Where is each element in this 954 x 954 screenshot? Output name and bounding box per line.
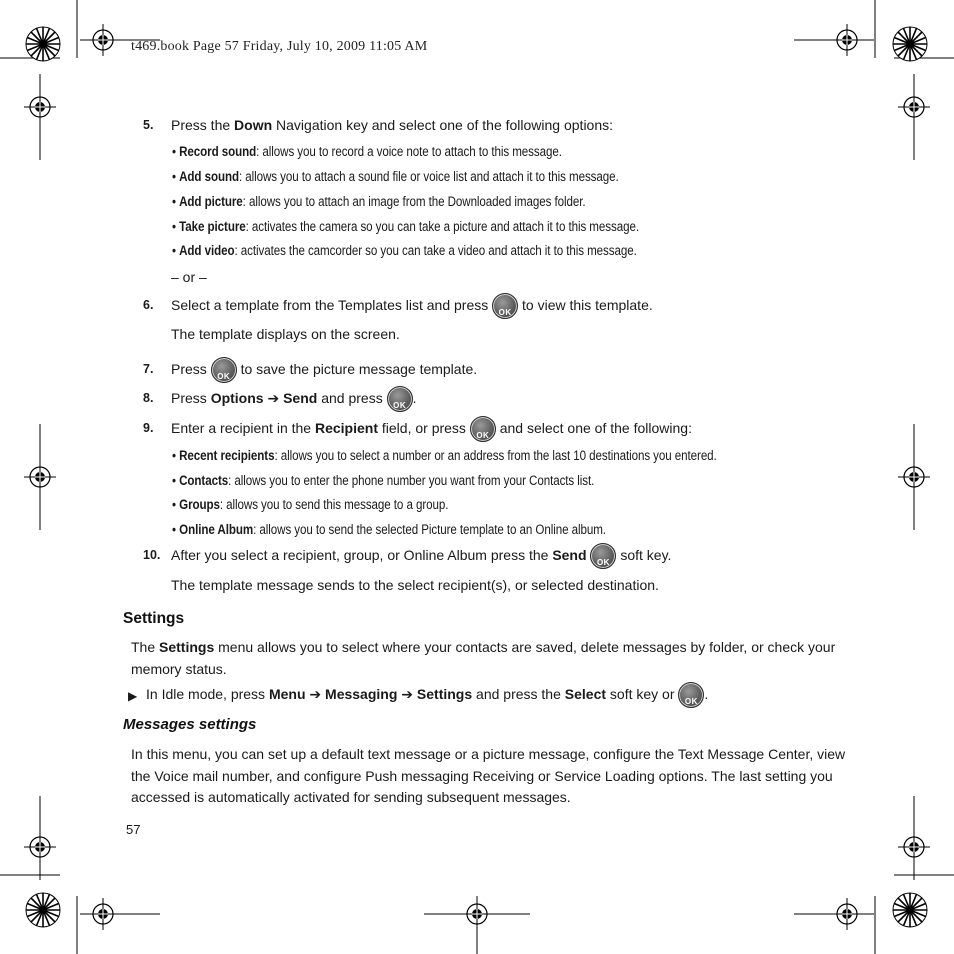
option-add-sound: • Add sound: allows you to attach a sound file or voice list and attach it to this message. bbox=[172, 169, 619, 184]
step-7-text: Press OK to save the picture message template. bbox=[171, 356, 477, 383]
step-number-9: 9. bbox=[143, 421, 154, 435]
step-number-6: 6. bbox=[143, 298, 154, 312]
option-record-sound: • Record sound: allows you to record a voice note to attach to this message. bbox=[172, 144, 562, 159]
step-number-10: 10. bbox=[143, 548, 161, 562]
book-header: t469.book Page 57 Friday, July 10, 2009 11:05 AM bbox=[131, 39, 428, 54]
option-groups: • Groups: allows you to send this message to a group. bbox=[172, 497, 449, 512]
step-number-7: 7. bbox=[143, 362, 154, 376]
settings-paragraph: The Settings menu allows you to select where your contacts are saved, delete messages by folder, or check your memory status. bbox=[131, 639, 836, 677]
messages-settings-heading: Messages settings bbox=[123, 716, 257, 733]
step-9-text: Enter a recipient in the Recipient field, or press OK and select one of the following: bbox=[171, 415, 692, 442]
step-6-note: The template displays on the screen. bbox=[171, 326, 400, 342]
step-10-note: The template message sends to the select recipient(s), or selected destination. bbox=[171, 577, 659, 593]
option-online-album: • Online Album: allows you to send the selected Picture template to an Online album. bbox=[172, 522, 606, 537]
option-take-picture: • Take picture: activates the camera so you can take a picture and attach it to this message. bbox=[172, 219, 639, 234]
option-add-video: • Add video: activates the camcorder so you can take a video and attach it to this message. bbox=[172, 243, 637, 258]
ok-key-icon bbox=[211, 357, 237, 383]
down-key-label: Down bbox=[234, 117, 273, 133]
page-number: 57 bbox=[126, 822, 141, 837]
option-contacts: • Contacts: allows you to enter the phone number you want from your Contacts list. bbox=[172, 473, 595, 488]
step-10-text: After you select a recipient, group, or Online Album press the Send OK soft key. bbox=[171, 542, 671, 569]
step-number-5: 5. bbox=[143, 118, 154, 132]
or-separator: – or – bbox=[171, 269, 207, 285]
option-add-picture: • Add picture: allows you to attach an image from the Downloaded images folder. bbox=[172, 194, 586, 209]
ok-key-icon bbox=[470, 416, 496, 442]
step-number-8: 8. bbox=[143, 391, 154, 405]
ok-key-icon bbox=[590, 543, 616, 569]
ok-key-icon bbox=[387, 386, 413, 412]
step-5-text: Press the Down Navigation key and select one of the following options: bbox=[171, 117, 614, 133]
settings-heading: Settings bbox=[123, 610, 185, 627]
step-6-text: Select a template from the Templates list and press OK to view this template. bbox=[171, 292, 653, 319]
option-recent-recipients: • Recent recipients: allows you to select a number or an address from the last 10 destinations you entered. bbox=[172, 448, 717, 463]
ok-key-icon bbox=[492, 293, 518, 319]
messages-settings-paragraph: In this menu, you can set up a default text message or a picture message, configure the Text Message Center, view the Voice mail number, and configure Push messaging Receiving or Service Loading options. The last setting you accessed is automatically activated for sending subsequent messages. bbox=[131, 746, 846, 805]
step-8-text: Press Options ➔ Send and press OK. bbox=[171, 385, 416, 412]
play-bullet-icon: ▶ bbox=[128, 689, 138, 703]
settings-idle-instruction: In Idle mode, press Menu ➔ Messaging ➔ Settings and press the Select soft key or OK. bbox=[146, 681, 708, 708]
ok-key-icon bbox=[678, 682, 704, 708]
